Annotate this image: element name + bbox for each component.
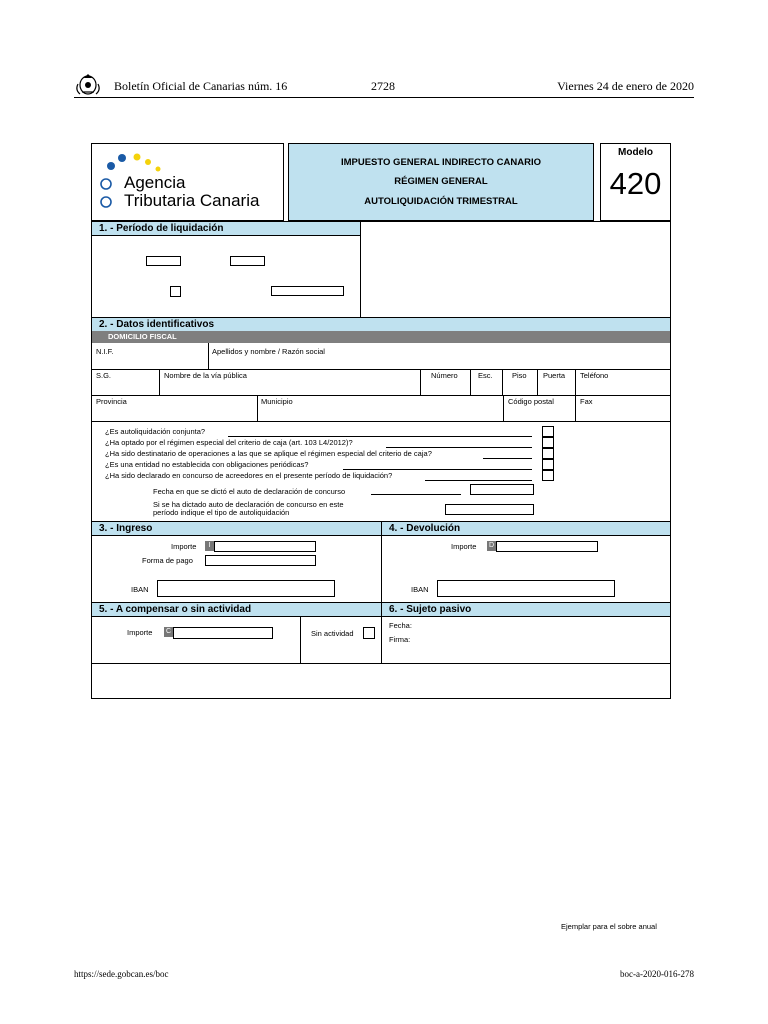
section-4-title: 4. - Devolución: [382, 522, 670, 535]
ingreso-amount-label: Importe: [171, 542, 197, 551]
footer-code: boc-a-2020-016-278: [620, 969, 694, 979]
period-field-3[interactable]: [271, 286, 344, 296]
fax-label: Fax: [580, 397, 593, 406]
row-rule-1: [92, 369, 671, 370]
name-label: Apellidos y nombre / Razón social: [212, 347, 325, 356]
question-4: ¿Es una entidad no establecida con obligaciones periódicas?: [105, 460, 309, 469]
ingreso-letter: I: [205, 541, 214, 551]
nif-label: N.I.F.: [96, 347, 114, 356]
liquidation-type-label-2: período indique el tipo de autoliquidación: [153, 508, 290, 517]
section-1-rule: [92, 235, 361, 236]
period-checkbox[interactable]: [170, 286, 181, 297]
question-2: ¿Ha optado por el régimen especial del criterio de caja (art. 103 L4/2012)?: [105, 438, 353, 447]
journal-title: Boletín Oficial de Canarias núm. 16: [114, 79, 288, 93]
question-1-line: [228, 436, 532, 437]
section-2-subtitle: DOMICILIO FISCAL: [92, 331, 670, 343]
signature-label: Firma:: [389, 635, 411, 644]
compensar-amount-label: Importe: [127, 628, 153, 637]
section-3-title-rule: [92, 535, 671, 536]
stair-divider: [502, 369, 503, 395]
payment-method-field[interactable]: [205, 555, 316, 566]
footer-url[interactable]: https://sede.gobcan.es/boc: [74, 969, 169, 979]
concurso-date-line: [371, 494, 461, 495]
section-5-title: 5. - A compensar o sin actividad: [92, 603, 381, 616]
question-4-line: [343, 469, 532, 470]
section-1-divider: [360, 222, 361, 318]
section-1-title: 1. - Período de liquidación: [92, 222, 360, 235]
phone-label: Teléfono: [580, 371, 609, 380]
model-number: 420: [609, 166, 662, 201]
question-1-checkbox[interactable]: [542, 426, 554, 437]
sg-divider: [159, 369, 160, 395]
question-3-checkbox[interactable]: [542, 448, 554, 459]
door-divider: [575, 369, 576, 395]
coat-of-arms-icon: [74, 72, 102, 96]
model-label: Modelo: [618, 147, 653, 158]
devolucion-letter: D: [488, 542, 495, 549]
compensar-amount-field[interactable]: [173, 627, 273, 639]
no-activity-label: Sin actividad: [311, 629, 354, 638]
section-2-top-rule: [92, 317, 671, 318]
section-5-6-divider: [381, 603, 382, 664]
concurso-date-label: Fecha en que se dictó el auto de declaración de concurso: [153, 487, 346, 496]
question-4-checkbox[interactable]: [542, 459, 554, 470]
model-box: [600, 143, 671, 221]
header-rule: [74, 97, 694, 98]
municipality-divider: [503, 395, 504, 421]
liquidation-type-field[interactable]: [445, 504, 534, 515]
number-divider: [470, 369, 471, 395]
devolucion-amount-label: Importe: [451, 542, 477, 551]
municipality-label: Municipio: [261, 397, 293, 406]
logo-text-line2: Tributaria Canaria: [124, 191, 260, 210]
question-1: ¿Es autoliquidación conjunta?: [105, 427, 206, 436]
form-title-line3: AUTOLIQUIDACIÓN TRIMESTRAL: [364, 196, 518, 207]
question-2-line: [386, 447, 532, 448]
floor-label: Piso: [512, 371, 527, 380]
section-3-title: 3. - Ingreso: [92, 522, 381, 535]
province-label: Provincia: [96, 397, 127, 406]
question-2-checkbox[interactable]: [542, 437, 554, 448]
bottom-section-rule: [92, 663, 671, 664]
period-field-1[interactable]: [146, 256, 181, 266]
question-5-checkbox[interactable]: [542, 470, 554, 481]
copy-note: Ejemplar para el sobre anual: [561, 922, 657, 931]
number-label: Número: [431, 371, 458, 380]
question-5-line: [425, 480, 532, 481]
door-label: Puerta: [543, 371, 566, 380]
postcode-divider: [575, 395, 576, 421]
form-title-line1: IMPUESTO GENERAL INDIRECTO CANARIO: [340, 157, 542, 168]
ingreso-iban-label: IBAN: [131, 585, 149, 594]
liquidation-type-label-1: Si se ha dictado auto de declaración de concurso en este: [153, 500, 344, 509]
nif-divider: [208, 343, 209, 369]
row-rule-2: [92, 395, 671, 396]
section-5-title-rule: [92, 616, 671, 617]
floor-divider: [537, 369, 538, 395]
question-3-line: [483, 458, 532, 459]
logo-box: [91, 143, 284, 221]
period-field-2[interactable]: [230, 256, 265, 266]
street-divider: [420, 369, 421, 395]
page-number: 2728: [371, 79, 395, 93]
sg-label: S.G.: [96, 371, 112, 380]
form-title-box: [288, 143, 594, 221]
devolucion-amount-field[interactable]: [496, 541, 598, 552]
devolucion-iban-label: IBAN: [411, 585, 429, 594]
ingreso-iban-field[interactable]: [157, 580, 335, 597]
payment-method-label: Forma de pago: [142, 556, 193, 565]
no-activity-checkbox[interactable]: [363, 627, 375, 639]
section-5-divider: [300, 616, 301, 664]
logo-text-line1: Agencia: [124, 173, 186, 192]
devolucion-iban-field[interactable]: [437, 580, 615, 597]
row-rule-3: [92, 421, 671, 422]
street-label: Nombre de la vía pública: [164, 371, 247, 380]
signature-date-label: Fecha:: [389, 621, 412, 630]
question-5: ¿Ha sido declarado en concurso de acreedores en el presente período de liquidación?: [105, 471, 393, 480]
section-2-title: 2. - Datos identificativos: [92, 318, 670, 331]
postcode-label: Código postal: [508, 397, 554, 406]
form-title-line2: RÉGIMEN GENERAL: [394, 176, 488, 187]
stair-label: Esc.: [478, 371, 493, 380]
publication-date: Viernes 24 de enero de 2020: [557, 79, 694, 93]
question-3: ¿Ha sido destinatario de operaciones a las que se aplique el régimen especial del criterio de caja?: [105, 449, 432, 458]
ingreso-amount-field[interactable]: [214, 541, 316, 552]
compensar-letter: C: [165, 628, 172, 635]
concurso-date-field[interactable]: [470, 484, 534, 495]
section-6-title: 6. - Sujeto pasivo: [382, 603, 670, 616]
province-divider: [257, 395, 258, 421]
